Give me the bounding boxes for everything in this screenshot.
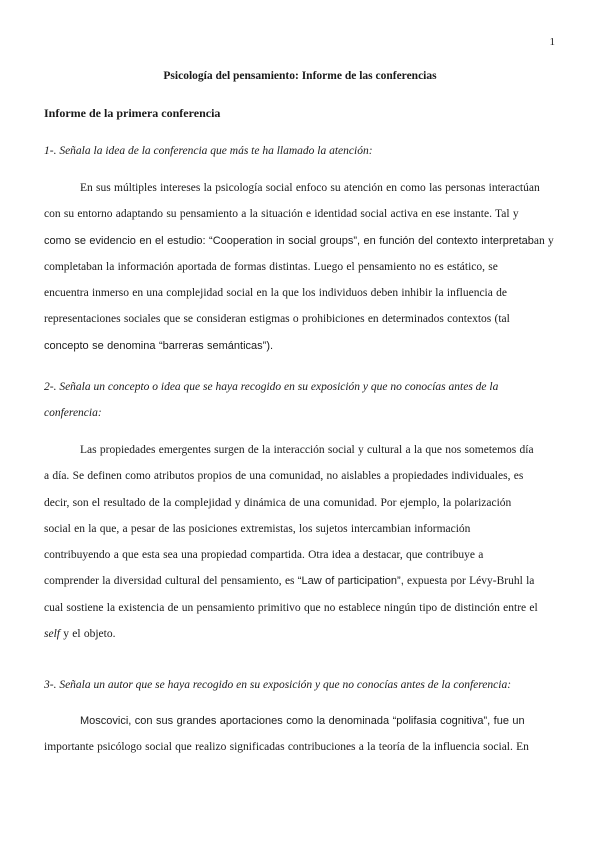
paragraph-3 <box>44 708 559 761</box>
paragraph-line: con su entorno adaptando su pensamiento a la situación e identidad social activa en ese instante. Tal y <box>44 208 519 221</box>
paragraph-2 <box>44 437 559 647</box>
paragraph-line: contribuyendo a que esta sea una propiedad compartida. Otra idea a destacar, que contribuye a <box>44 549 484 562</box>
paragraph-line: En sus múltiples intereses la psicología social enfoco su atención en como las personas interactúan <box>80 182 540 194</box>
paragraph-line: importante psicólogo social que realizo significadas contribuciones a la teoría de la influencia social. En <box>44 741 529 754</box>
paragraph-line: a día. Se definen como atributos propios de una comunidad, no aislables a propiedades individuales, es <box>44 470 524 483</box>
question-1: 1-. Señala la idea de la conferencia que más te ha llamado la atención: <box>44 145 373 157</box>
document-title: Psicología del pensamiento: Informe de las conferencias <box>163 70 437 82</box>
paragraph-line: Moscovici, con sus grandes aportaciones como la denominada “polifasia cognitiva”, fue un <box>80 715 525 727</box>
paragraph-line: representaciones sociales que se consideran estigmas o prohibiciones en determinados contextos (tal <box>44 313 510 326</box>
paragraph-line: Las propiedades emergentes surgen de la interacción social y cultural a la que nos sometemos día <box>80 444 534 456</box>
section-heading: Informe de la primera conferencia <box>44 106 221 120</box>
question-2: 2-. Señala un concepto o idea que se haya recogido en su exposición y que no conocías antes de la conferencia: <box>44 381 499 419</box>
page-number: 1 <box>549 36 555 48</box>
paragraph-line: decir, son el resultado de la complejidad y dinámica de una comunidad. Por ejemplo, la polarización <box>44 496 512 509</box>
paragraph-line: self y el objeto. <box>44 628 116 641</box>
paragraph-line: como se evidencio en el estudio: “Cooperation in social groups”, en función del contexto interpretaban y <box>44 234 554 247</box>
paragraph-line: concepto se denomina “barreras semánticas”). <box>44 339 274 352</box>
paragraph-line: social en la que, a pesar de las posiciones extremistas, los sujetos intercambian información <box>44 522 471 535</box>
paragraph-line: cual sostiene la existencia de un pensamiento primitivo que no establece ningún tipo de distinción entre el <box>44 601 538 614</box>
paragraph-line: encuentra inmerso en una complejidad social en la que los individuos deben inhibir la influencia de <box>44 287 507 300</box>
question-3: 3-. Señala un autor que se haya recogido en su exposición y que no conocías antes de la conferencia: <box>44 679 512 691</box>
paragraph-1 <box>44 175 559 359</box>
paragraph-line: comprender la diversidad cultural del pensamiento, es “Law of participation”, expuesta por Lévy-Bruhl la <box>44 575 535 588</box>
paragraph-line: completaban la información aportada de formas distintas. Luego el pensamiento no es estático, se <box>44 260 498 273</box>
